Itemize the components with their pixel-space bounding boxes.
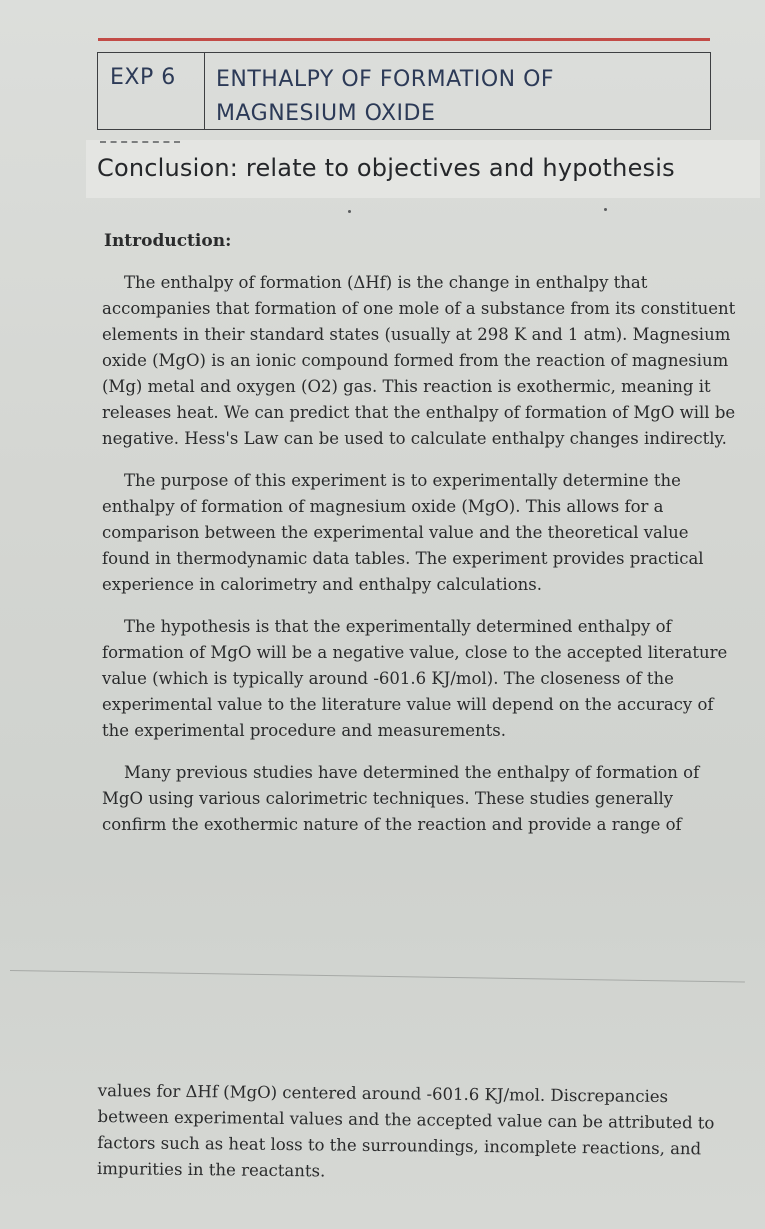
introduction-section — [96, 228, 736, 854]
paragraph-definition: The enthalpy of formation (ΔHf) is the change in enthalpy that accompanies that formation of one mole of a substance from its constituent elements in their standard states (usually at 298 K and 1 atm). Magnesium oxide (MgO) is an ionic compound formed from the reaction of magnesium (Mg) metal and oxygen (O2) gas. This reaction is exothermic, meaning it releases heat. We can predict that the enthalpy of formation of MgO will be negative. Hess's Law can be used to calculate enthalpy changes indirectly. — [102, 273, 736, 448]
introduction-heading: Introduction: — [104, 231, 232, 251]
paper-speck — [604, 208, 607, 211]
paragraph-hypothesis: The hypothesis is that the experimentally determined enthalpy of formation of MgO will be a negative value, close to the accepted literature value (which is typically around -601.6 KJ/mol). The closeness of the experimental value to the literature value will depend on the accuracy of the experimental procedure and measurements. — [102, 617, 728, 740]
paper-speck — [348, 210, 351, 213]
experiment-number: EXP 6 — [98, 53, 205, 129]
paragraph-previous-studies: Many previous studies have determined the enthalpy of formation of MgO using various calorimetric techniques. These studies generally confirm the exothermic nature of the reaction and provide a range of — [102, 763, 700, 834]
experiment-title — [216, 63, 686, 131]
experiment-title-line-1: ENTHALPY OF FORMATION OF — [216, 67, 555, 92]
page-fold — [10, 970, 745, 983]
paragraph-continuation: values for ΔHf (MgO) centered around -601.6 KJ/mol. Discrepancies between experimental values and the accepted value can be attributed to factors such as heat loss to the surroundings, incomplete reactions, and impurities in the reactants. — [96, 1081, 715, 1181]
paragraph-purpose: The purpose of this experiment is to experimentally determine the enthalpy of formation of magnesium oxide (MgO). This allows for a comparison between the experimental value and the theoretical value found in thermodynamic data tables. The experiment provides practical experience in calorimetry and enthalpy calculations. — [102, 471, 704, 594]
conclusion-prompt: Conclusion: relate to objectives and hypothesis — [97, 154, 675, 182]
header-rule — [98, 38, 710, 41]
continuation-section — [91, 1078, 732, 1189]
experiment-title-line-2: MAGNESIUM OXIDE — [216, 101, 436, 126]
experiment-header — [97, 52, 711, 130]
divider — [100, 141, 180, 143]
